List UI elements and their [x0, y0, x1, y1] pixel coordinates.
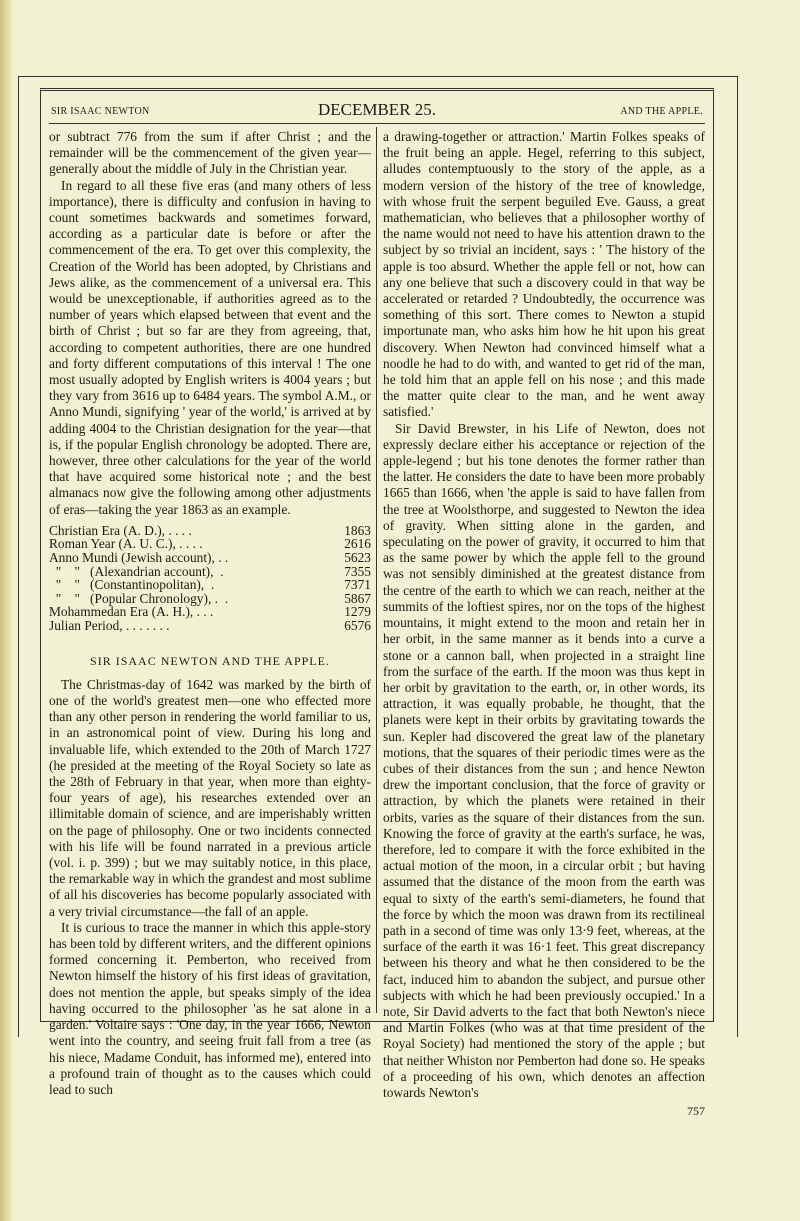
era-label: " " (Constantinopolitan), . — [49, 577, 215, 593]
paragraph: a drawing-together or attraction.' Martin Folkes speaks of the fruit being an apple. Hegel, referring to this subject, alludes contemptuously to the story of the apple, as a modern version of the history of the tree of knowledge, with whose fruit the serpent beguiled Eve. Gauss, a great mathematician, who believes that a philosopher worthy of the name would not need to have his attention drawn to the subject by so trivial an incident, says : ' The history of the apple is too absurd. Whether the apple fell or not, how can any one believe that such a discovery could in that way be accelerated or retarded ? Undoubtedly, the occurrence was something of this sort. There comes to Newton a stupid importunate man, who asks him how he hit upon his great discovery. When Newton had convinced himself what a noodle he had to do with, and wanted to get rid of the man, he told him that an apple fell on his nose ; and this made the matter quite clear to the man, and he went away satisfied.' — [383, 129, 705, 420]
table-row — [49, 537, 371, 551]
era-value: 5867 — [344, 590, 371, 606]
table-row — [49, 605, 371, 619]
running-header — [49, 99, 705, 124]
paragraph: The Christmas-day of 1642 was marked by the birth of one of the world's greatest men—one who effected more than any other person in rendering the world familiar to us, in an astronomical point of view. During his long and invaluable life, which extended to the 20th of March 1727 (he presided at the meeting of the Royal Society so late as the 28th of February in that year, when more than eighty-four years of age), his researches extended over an illimitable domain of science, and are imperishably written on the page of philosophy. One or two incidents connected with his life will be found narrated in a previous article (vol. i. p. 399) ; but we may suitably notice, in this place, the remarkable way in which the grandest and most sublime of all his discoveries has become popularly associated with a very trivial circumstance—the fall of an apple. — [49, 676, 371, 919]
page-number: 757 — [687, 1104, 705, 1119]
page-frame — [40, 88, 714, 1119]
paragraph: or subtract 776 from the sum if after Christ ; and the remainder will be the commencement of the given year—generally about the middle of July in the Christian year. — [49, 129, 371, 177]
era-label: " " (Alexandrian account), . — [49, 563, 224, 579]
eras-table — [49, 524, 371, 633]
column-divider — [376, 127, 377, 1013]
era-value: 1279 — [344, 604, 371, 620]
table-row — [49, 619, 371, 633]
header-date: DECEMBER 25. — [317, 100, 437, 119]
paragraph: In regard to all these five eras (and many others of less importance), there is difficulty and confusion in having to count sometimes backwards and sometimes forward, according as a particular date is before or after the commencement of the era. To get over this complexity, the Creation of the World has been adopted, by Christians and Jews alike, as the commencement of a universal era. This would be unexceptionable, if authorities agreed as to the number of years which elapsed between that event and the birth of Christ ; but so far are they from agreeing, that, according to competent authorities, there are one hundred and forty different computations of this interval ! The one most usually adopted by English writers is 4004 years ; but they vary from 3616 up to 6484 years. The symbol A.M., or Anno Mundi, signifying ' year of the world,' is arrived at by adding 4004 to the Christian designation for the year—that is, if the popular English chronology be adopted. There are, however, three other calculations for the year of the world that have acquired some historical note ; and the best almanacs now give the following among other adjustments of eras—taking the year 1863 as an example. — [49, 177, 371, 517]
era-label: Roman Year (A. U. C.), . . . . — [49, 536, 203, 552]
era-value: 5623 — [344, 550, 371, 566]
era-value: 2616 — [344, 536, 371, 552]
era-label: Christian Era (A. D.), . . . . — [49, 522, 192, 538]
paragraph: Sir David Brewster, in his Life of Newton, does not expressly declare either his acceptance or rejection of the apple-legend ; but his tone denotes the former rather than the latter. He considers the date to have been more probably 1665 than 1666, when 'the apple is said to have fallen from the tree at Woolsthorpe, and suggested to Newton the idea of gravity. When sitting alone in the garden, and speculating on the power of gravity, it occurred to him that as the same power by which the apple fell to the ground was not sensibly diminished at the greatest distance from the centre of the earth to which we can reach, neither at the summits of the loftiest spires, nor on the tops of the highest mountains, it might extend to the moon and retain her in her orbit, in the same manner as it bends into a curve a stone or a cannon ball, when projected in a straight line from the surface of the earth. If the moon was thus kept in her orbit by gravitation to the earth, or, in other words, its attraction, it was equally probable, he thought, that the planets were kept in their orbits by gravitating towards the sun. Kepler had discovered the great law of the planetary motions, that the squares of their periodic times were as the cubes of their distances from the sun ; and hence Newton drew the important conclusion, that the force of gravity or attraction, by which the planets were retained in their orbits, varies as the square of their distances from the sun. Knowing the force of gravity at the earth's surface, he was, therefore, led to compare it with the force exhibited in the actual motion of the moon, in a circular orbit ; but having assumed that the distance of the moon from the earth was equal to sixty of the earth's semi-diameters, he found that the force by which the moon was drawn from its rectilineal path in a second of time was only 13·9 feet, whereas, at the surface of the earth it was 16·1 feet. This great discrepancy between his theory and what he then considered to be the fact, induced him to abandon the subject, and pursue other subjects with which he had been previously occupied.' In a note, Sir David adverts to the fact that both Newton's niece and Martin Folkes (who was at that time president of the Royal Society) had mentioned the story of the apple ; but that neither Whiston nor Pemberton had done so. He speaks of a proceeding of his own, which denotes an affection towards Newton's — [383, 420, 705, 1100]
era-label: Julian Period, . . . . . . . — [49, 618, 170, 634]
right-column — [383, 129, 705, 1119]
section-heading: SIR ISAAC NEWTON AND THE APPLE. — [90, 653, 330, 668]
paragraph: It is curious to trace the manner in which this apple-story has been told by different writers, and the different opinions formed concerning it. Pemberton, who received from Newton himself the history of his first ideas of gravitation, does not mention the apple, but speaks simply of the idea having occurred to the philosopher 'as he sat alone in a garden.' Voltaire says : 'One day, in the year 1666, Newton went into the country, and seeing fruit fall from a tree (as his niece, Madame Conduit, has informed me), entered into a profound train of thought as to the causes which could lead to such — [49, 919, 371, 1097]
header-left: SIR ISAAC NEWTON — [51, 106, 150, 117]
era-label: Mohammedan Era (A. H.), . . . — [49, 604, 214, 620]
era-value: 7371 — [344, 577, 371, 593]
era-label: Anno Mundi (Jewish account), . . — [49, 550, 229, 566]
table-row — [49, 524, 371, 538]
era-value: 1863 — [344, 522, 371, 538]
era-label: " " (Popular Chronology), . . — [49, 590, 229, 606]
era-value: 7355 — [344, 563, 371, 579]
era-value: 6576 — [344, 618, 371, 634]
book-binding-edge — [0, 0, 14, 1221]
table-row — [49, 592, 371, 606]
left-column — [49, 129, 371, 1098]
table-row — [49, 551, 371, 565]
table-row — [49, 578, 371, 592]
header-right: AND THE APPLE. — [620, 106, 703, 117]
table-row — [49, 565, 371, 579]
